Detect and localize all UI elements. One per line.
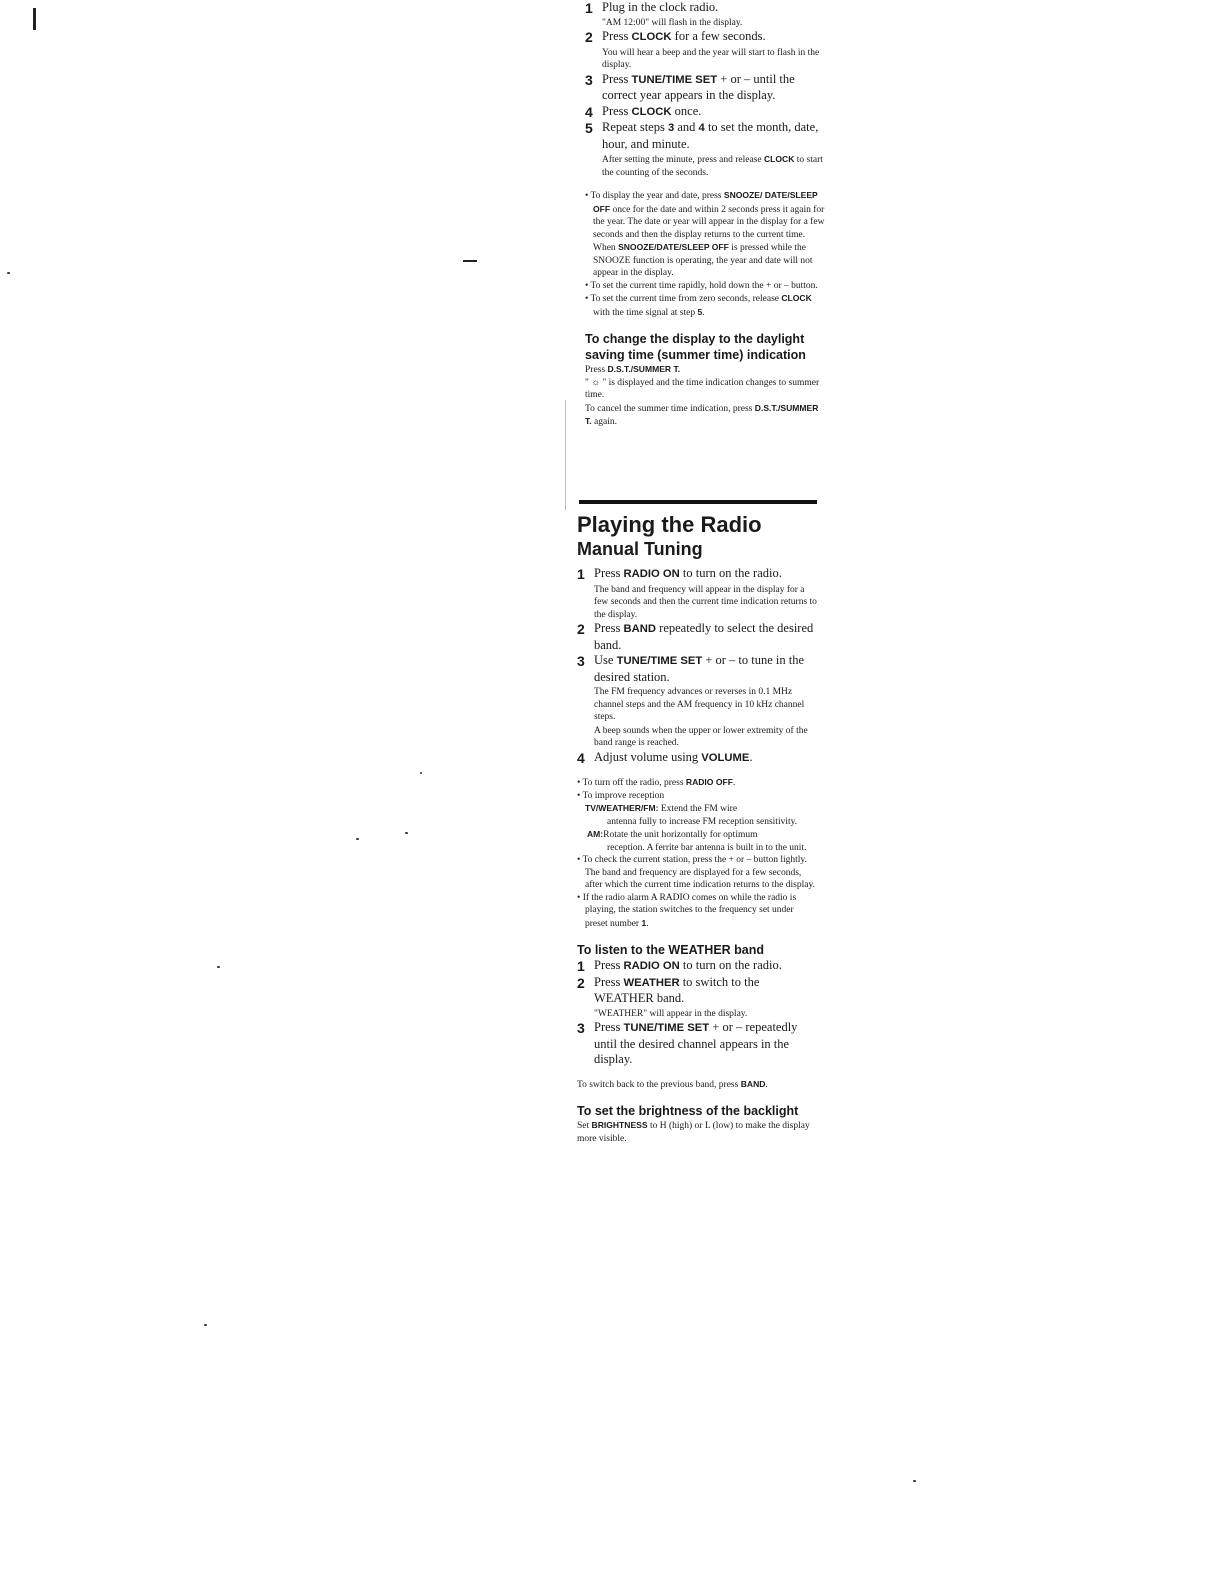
tip-bullet: • If the radio alarm A RADIO comes on while the radio is playing, the station switches to the frequency set under preset number 1. — [577, 892, 797, 929]
tip-continuation: TV/WEATHER/FM: Extend the FM wire — [585, 803, 738, 814]
tip-bullet: • To turn off the radio, press RADIO OFF. — [577, 777, 736, 788]
step-note: After setting the minute, press and release CLOCK to start the counting of the seconds. — [602, 154, 823, 178]
tip-continuation: When SNOOZE/DATE/SLEEP OFF is pressed while the SNOOZE function is operating, the year and date will not appear in the display. — [593, 242, 813, 278]
tip-continuation: AM:Rotate the unit horizontally for optimum — [587, 829, 758, 840]
clock-setting-column — [585, 0, 825, 429]
tip-bullet: • To set the current time rapidly, hold down the + or – button. — [585, 280, 818, 291]
step-text: Press RADIO ON to turn on the radio. — [594, 566, 782, 580]
step-text: Press RADIO ON to turn on the radio. — [594, 958, 782, 972]
tip-bullet: • To improve reception — [577, 790, 665, 801]
clock-step-3 — [585, 72, 825, 104]
weather-step-2 — [577, 975, 817, 1021]
step-number: 1 — [585, 0, 593, 16]
step-number: 1 — [577, 566, 585, 582]
step-text: Plug in the clock radio. — [602, 0, 719, 14]
scan-speck — [420, 772, 422, 774]
step-number: 2 — [577, 974, 585, 991]
radio-step-3 — [577, 653, 817, 750]
section-heading: To change the display to the daylight saving time (summer time) indication — [585, 332, 806, 362]
scan-speck — [913, 1480, 916, 1482]
weather-step-1 — [577, 958, 817, 975]
step-text: Use TUNE/TIME SET + or – to tune in the desired station. — [594, 653, 805, 684]
scan-speck — [405, 832, 408, 834]
step-number: 4 — [577, 749, 585, 766]
step-number: 1 — [577, 958, 585, 974]
step-note: The FM frequency advances or reverses in 0.1 MHz channel steps and the AM frequency in 10 kHz channel steps. — [594, 687, 805, 722]
page-title: Playing the Radio — [577, 512, 762, 537]
step-text: Adjust volume using VOLUME. — [594, 749, 753, 764]
radio-tips — [577, 776, 817, 930]
step-text: Press CLOCK once. — [602, 103, 702, 118]
tip-bullet: • To set the current time from zero seconds, release CLOCK with the time signal at step 5. — [585, 293, 812, 318]
weather-step-3 — [577, 1020, 817, 1068]
step-text: Press TUNE/TIME SET + or – repeatedly until the desired channel appears in the display. — [594, 1020, 798, 1066]
step-note: You will hear a beep and the year will start to flash in the display. — [602, 47, 820, 70]
dst-section — [585, 331, 825, 429]
step-text: Press CLOCK for a few seconds. — [602, 29, 766, 43]
step-text: Repeat steps 3 and 4 to set the month, date, hour, and minute. — [602, 120, 819, 151]
step-text: Press WEATHER to switch to the WEATHER band. — [594, 974, 760, 1005]
step-note: "AM 12:00" will flash in the display. — [602, 17, 743, 28]
margin-line — [565, 400, 566, 510]
scan-speck — [7, 272, 10, 274]
scan-speck — [356, 838, 359, 840]
scan-mark — [33, 8, 36, 30]
step-note: The band and frequency will appear in the display for a few seconds and then the current time indication returns to the display. — [594, 584, 817, 620]
step-text: Press BAND repeatedly to select the desired band. — [594, 621, 814, 652]
body-text: Set BRIGHTNESS to H (high) or L (low) to make the display more visible. — [577, 1120, 810, 1144]
step-number: 3 — [577, 653, 585, 669]
tip-continuation: reception. A ferrite bar antenna is built in to the unit. — [607, 842, 807, 853]
body-text: Press D.S.T./SUMMER T. — [585, 364, 681, 375]
step-note: "WEATHER" will appear in the display. — [594, 1008, 748, 1019]
weather-section — [577, 942, 817, 1091]
step-note: A beep sounds when the upper or lower extremity of the band range is reached. — [594, 725, 808, 748]
body-text: " ☼ " is displayed and the time indication changes to summer time. — [585, 377, 820, 400]
step-number: 3 — [577, 1020, 585, 1036]
clock-step-1 — [585, 0, 825, 29]
scan-mark — [463, 260, 477, 262]
clock-step-2 — [585, 29, 825, 72]
tip-continuation: antenna fully to increase FM reception sensitivity. — [607, 816, 798, 827]
radio-step-1 — [577, 566, 817, 621]
backlight-section — [577, 1103, 817, 1145]
tip-bullet: • To display the year and date, press SNOOZE/ DATE/SLEEP OFF once for the date and within 2 seconds press it again for the year. The date or year will appear in the display for a few seconds and then the display returns to the current time. — [585, 190, 825, 240]
clock-tips — [585, 189, 825, 319]
body-text: To cancel the summer time indication, press D.S.T./SUMMER T. again. — [585, 402, 819, 427]
step-number: 4 — [585, 103, 593, 120]
step-number: 2 — [585, 29, 593, 45]
tip-bullet: • To check the current station, press the + or – button lightly. The band and frequency are displayed for a few seconds, after which the current time indication returns to the display. — [577, 855, 815, 890]
radio-step-4 — [577, 750, 817, 767]
section-heading: To set the brightness of the backlight — [577, 1104, 799, 1118]
step-number: 2 — [577, 621, 585, 637]
step-text: Press TUNE/TIME SET + or – until the correct year appears in the display. — [602, 71, 795, 102]
section-title: Manual Tuning — [577, 539, 703, 559]
body-text: To switch back to the previous band, press BAND. — [577, 1078, 768, 1090]
radio-step-2 — [577, 621, 817, 653]
scan-speck — [217, 966, 220, 968]
step-number: 3 — [585, 71, 593, 88]
radio-column — [577, 500, 817, 1145]
step-number: 5 — [585, 120, 593, 136]
clock-step-4 — [585, 104, 825, 121]
clock-step-5 — [585, 120, 825, 179]
section-rule — [579, 500, 817, 504]
scan-speck — [204, 1324, 207, 1326]
section-heading: To listen to the WEATHER band — [577, 943, 765, 957]
